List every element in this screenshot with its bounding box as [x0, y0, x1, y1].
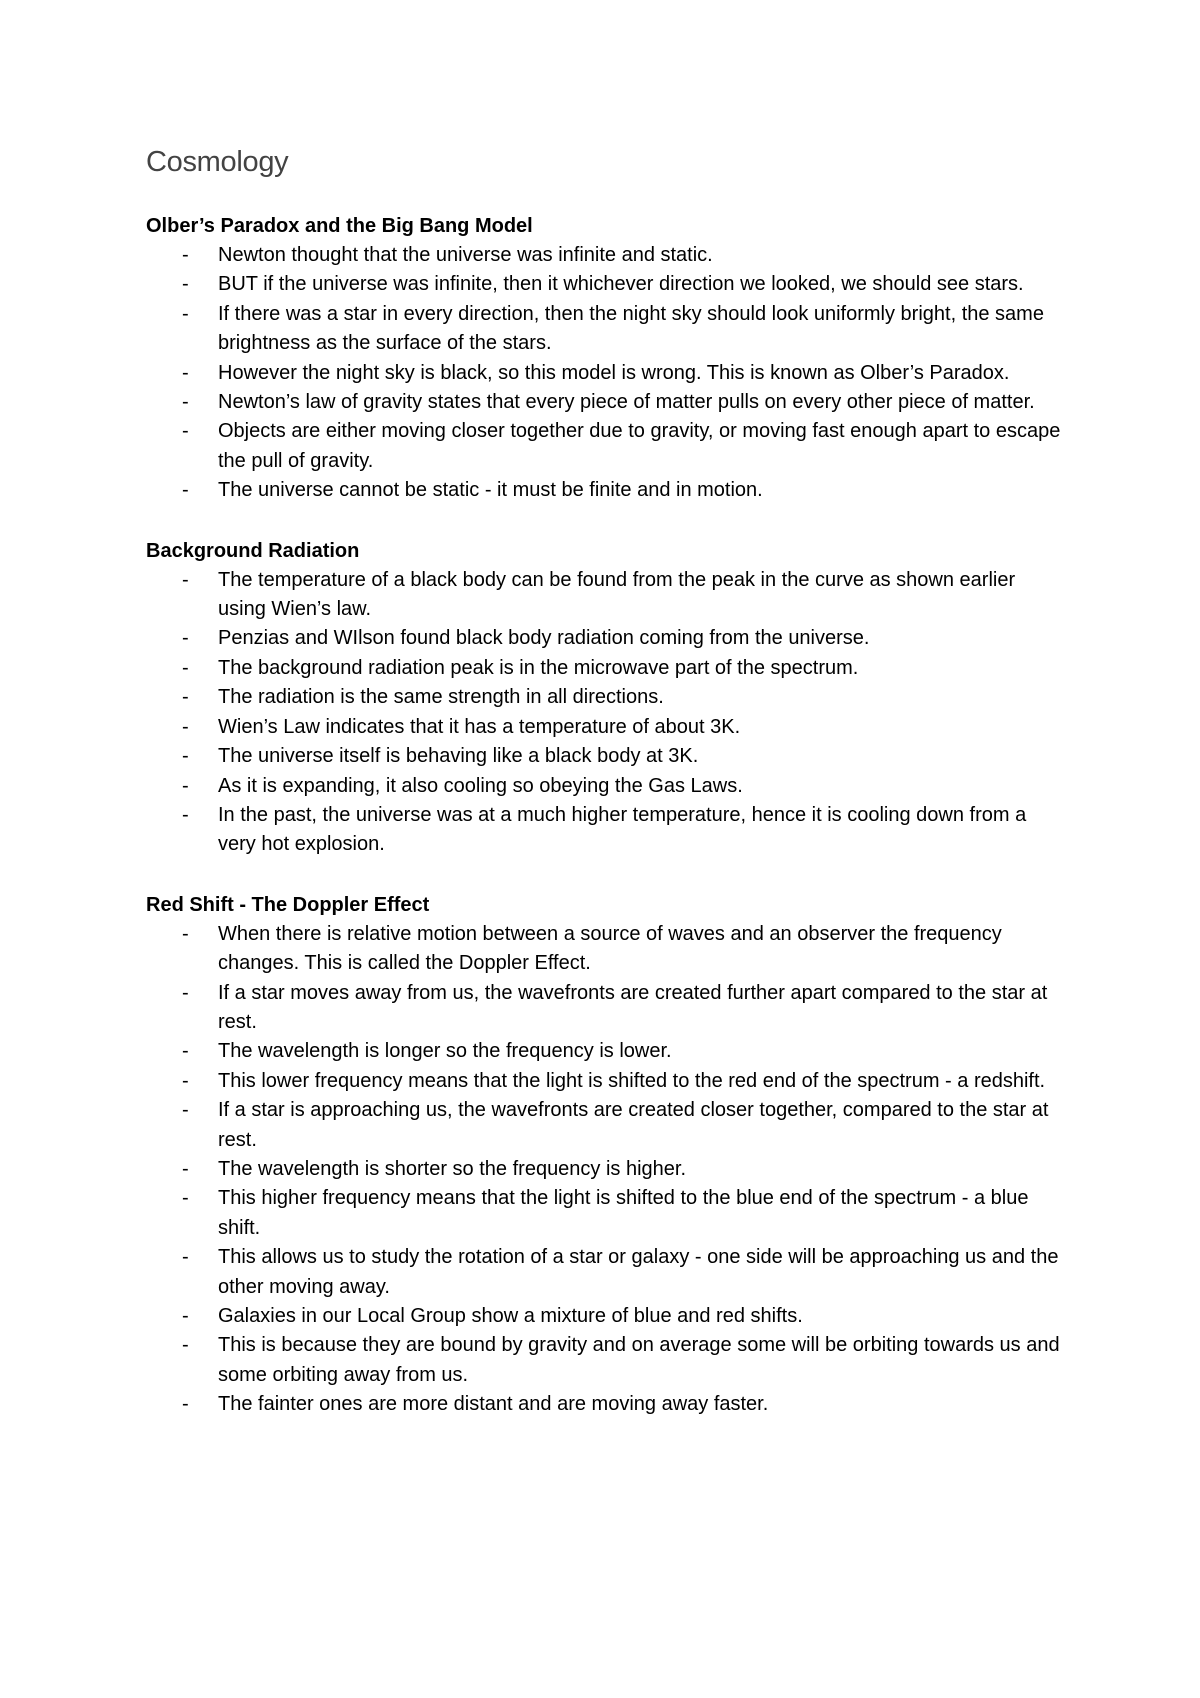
bullet-dash: - — [182, 1305, 189, 1327]
list-item — [146, 241, 1066, 270]
list-item — [146, 1390, 1066, 1419]
list-item — [146, 772, 1066, 801]
list-item-text: If there was a star in every direction, then the night sky should look uniformly bright, the same brightness as the surface of the stars. — [218, 302, 1044, 355]
section-red-shift — [146, 891, 1066, 1420]
bullet-dash: - — [182, 1187, 189, 1210]
list-item — [146, 300, 1066, 359]
list-item-text: Penzias and WIlson found black body radiation coming from the universe. — [218, 627, 870, 650]
bullet-dash: - — [182, 361, 189, 384]
list-item-text: BUT if the universe was infinite, then it whichever direction we looked, we should see stars. — [218, 273, 1024, 296]
page-title: Cosmology — [146, 146, 289, 178]
list-item — [146, 801, 1066, 860]
list-item-text: The universe cannot be static - it must be finite and in motion. — [218, 479, 763, 502]
bullet-dash: - — [182, 302, 189, 325]
bullet-dash: - — [182, 420, 189, 443]
section-heading: Olber’s Paradox and the Big Bang Model — [146, 215, 533, 237]
section-olbers-paradox — [146, 212, 1066, 506]
list-item-text: The wavelength is longer so the frequency is lower. — [218, 1040, 672, 1063]
bullet-dash: - — [182, 568, 189, 591]
list-item — [146, 1155, 1066, 1184]
list-item-text: The wavelength is shorter so the frequency is higher. — [218, 1157, 687, 1180]
bullet-dash: - — [182, 774, 189, 797]
list-item-text: The universe itself is behaving like a black body at 3K. — [218, 745, 699, 768]
bullet-dash: - — [182, 981, 189, 1004]
list-item — [146, 1302, 1066, 1331]
bullet-dash: - — [182, 479, 189, 502]
list-item-text: If a star is approaching us, the wavefronts are created closer together, compared to the star at rest. — [218, 1099, 1049, 1151]
document-page — [146, 140, 1066, 1451]
bullet-dash: - — [182, 1099, 189, 1122]
bullet-list — [146, 920, 1066, 1420]
list-item — [146, 654, 1066, 683]
bullet-dash: - — [182, 803, 189, 826]
bullet-dash: - — [182, 1069, 189, 1092]
list-item — [146, 1037, 1066, 1066]
list-item — [146, 1067, 1066, 1096]
list-item — [146, 979, 1066, 1038]
section-heading: Background Radiation — [146, 539, 360, 562]
bullet-dash: - — [182, 627, 189, 650]
list-item-text: This allows us to study the rotation of a star or galaxy - one side will be approaching us and the other moving away. — [218, 1246, 1059, 1298]
bullet-dash: - — [182, 715, 189, 738]
list-item-text: If a star moves away from us, the wavefronts are created further apart compared to the star at rest. — [218, 981, 1048, 1033]
list-item — [146, 713, 1066, 742]
list-item — [146, 417, 1066, 476]
bullet-dash: - — [182, 922, 189, 945]
bullet-dash: - — [182, 686, 189, 709]
bullet-dash: - — [182, 391, 189, 414]
list-item-text: The fainter ones are more distant and are moving away faster. — [218, 1393, 769, 1416]
list-item-text: The background radiation peak is in the microwave part of the spectrum. — [218, 656, 859, 679]
list-item-text: When there is relative motion between a source of waves and an observer the frequency changes. This is called the Doppler Effect. — [218, 922, 1002, 975]
list-item — [146, 359, 1066, 388]
list-item-text: This is because they are bound by gravity and on average some will be orbiting towards us and some orbiting away from us. — [218, 1334, 1060, 1386]
list-item-text: Newton’s law of gravity states that every piece of matter pulls on every other piece of matter. — [218, 391, 1035, 414]
bullet-dash: - — [182, 1040, 189, 1063]
list-item-text: Newton thought that the universe was infinite and static. — [218, 244, 713, 266]
section-heading: Red Shift - The Doppler Effect — [146, 893, 430, 916]
list-item — [146, 920, 1066, 979]
list-item-text: Galaxies in our Local Group show a mixture of blue and red shifts. — [218, 1305, 803, 1327]
bullet-list — [146, 566, 1066, 860]
list-item-text: However the night sky is black, so this model is wrong. This is known as Olber’s Paradox. — [218, 361, 1010, 384]
list-item — [146, 624, 1066, 653]
bullet-dash: - — [182, 1393, 189, 1416]
list-item — [146, 683, 1066, 712]
list-item-text: The temperature of a black body can be found from the peak in the curve as shown earlier using Wien’s law. — [218, 568, 1016, 621]
bullet-dash: - — [182, 1246, 189, 1269]
list-item — [146, 388, 1066, 417]
bullet-dash: - — [182, 1334, 189, 1357]
list-item — [146, 566, 1066, 625]
list-item-text: Wien’s Law indicates that it has a temperature of about 3K. — [218, 715, 741, 738]
bullet-dash: - — [182, 273, 189, 296]
list-item-text: The radiation is the same strength in all directions. — [218, 686, 664, 709]
bullet-dash: - — [182, 1157, 189, 1180]
section-background-radiation — [146, 537, 1066, 860]
list-item — [146, 1184, 1066, 1243]
list-item — [146, 1243, 1066, 1302]
list-item-text: As it is expanding, it also cooling so obeying the Gas Laws. — [218, 774, 743, 797]
list-item — [146, 1096, 1066, 1155]
bullet-dash: - — [182, 745, 189, 768]
bullet-dash: - — [182, 244, 189, 266]
list-item — [146, 270, 1066, 299]
list-item — [146, 1331, 1066, 1390]
list-item-text: Objects are either moving closer together due to gravity, or moving fast enough apart to escape the pull of gravity. — [218, 420, 1061, 472]
list-item-text: In the past, the universe was at a much higher temperature, hence it is cooling down from a very hot explosion. — [218, 803, 1027, 856]
list-item — [146, 476, 1066, 505]
list-item-text: This lower frequency means that the light is shifted to the red end of the spectrum - a redshift. — [218, 1069, 1046, 1092]
list-item-text: This higher frequency means that the light is shifted to the blue end of the spectrum - a blue shift. — [218, 1187, 1029, 1239]
bullet-dash: - — [182, 656, 189, 679]
bullet-list — [146, 241, 1066, 506]
list-item — [146, 742, 1066, 771]
